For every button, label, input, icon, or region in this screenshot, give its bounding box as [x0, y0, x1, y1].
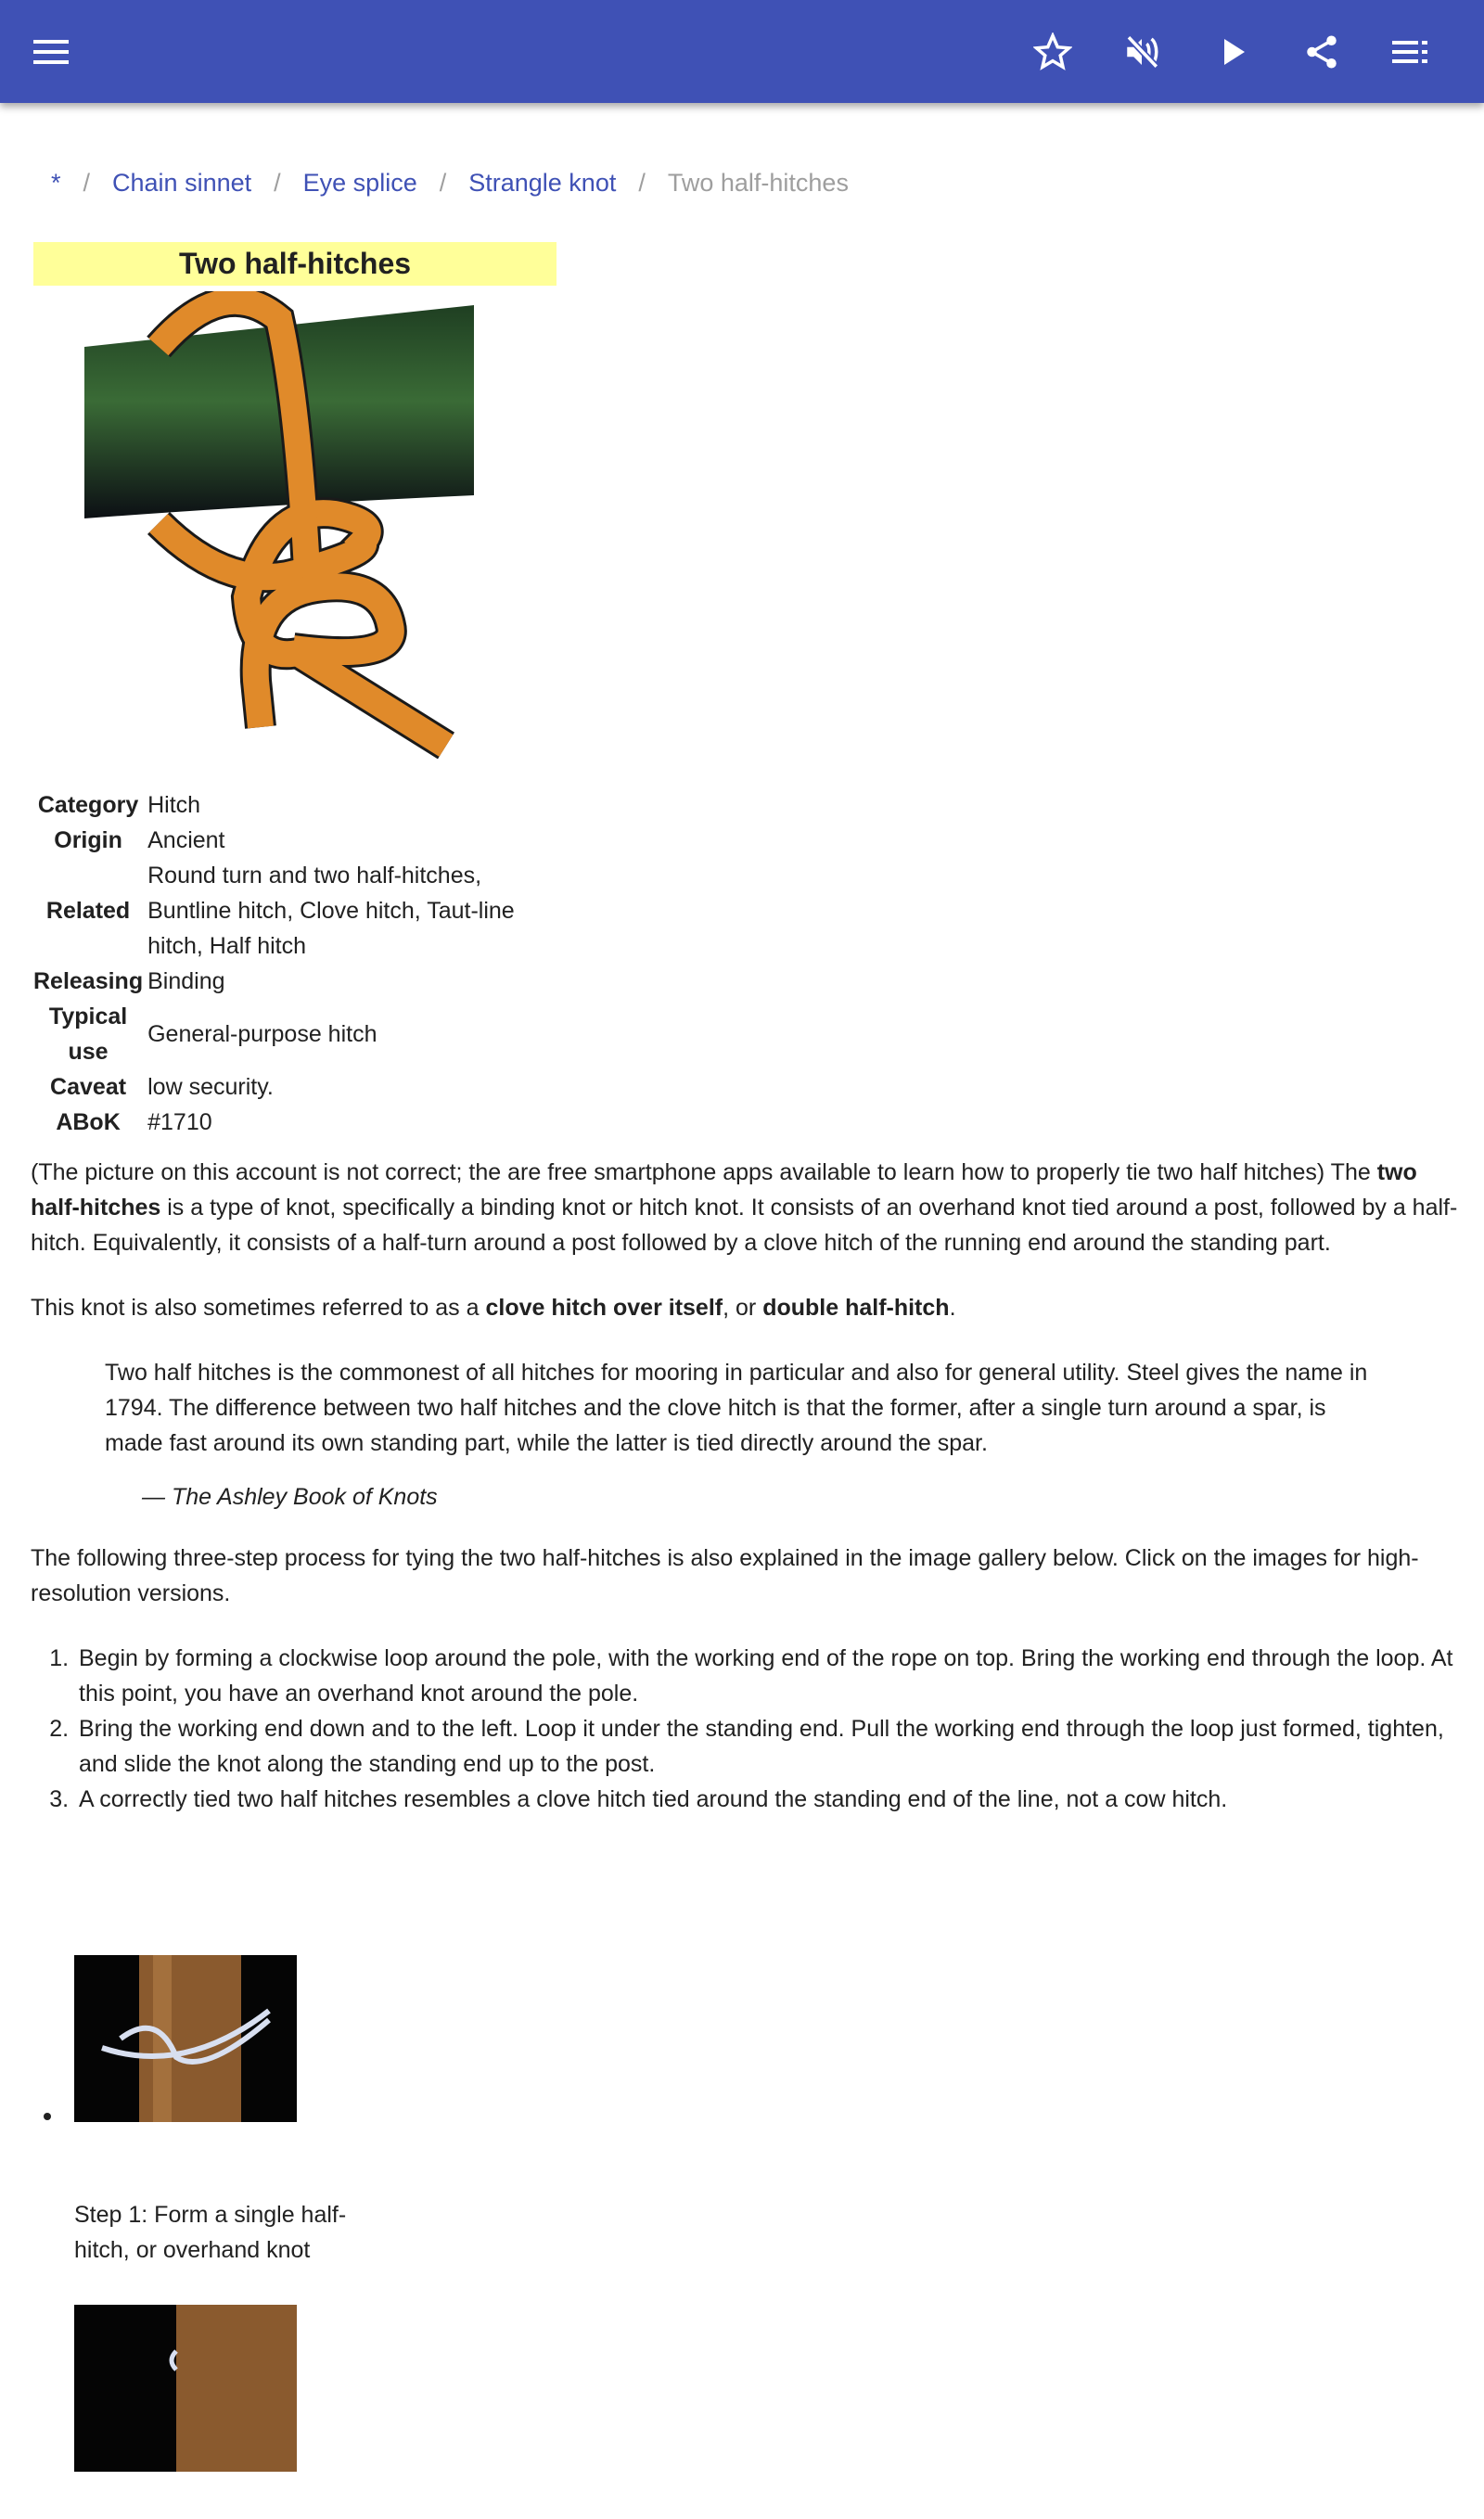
- text: , or: [723, 1295, 763, 1321]
- infobox-label: Category: [37, 792, 139, 818]
- infobox-value: Round turn and two half-hitches, Buntline hitch, Clove hitch, Taut-line hitch, Half hitch: [147, 863, 515, 959]
- breadcrumb-current: Two half-hitches: [667, 169, 849, 197]
- infobox-row: [33, 787, 537, 823]
- infobox-value: low security.: [147, 1074, 274, 1100]
- step-item: 3. A correctly tied two half hitches resembles a clove hitch tied around the standing end of the line, not a cow hitch.: [75, 1782, 1459, 1817]
- infobox-table: [33, 787, 537, 1140]
- breadcrumb-eye-splice[interactable]: Eye splice: [302, 169, 417, 197]
- infobox-title: Two half-hitches: [33, 242, 556, 286]
- alias-paragraph: [31, 1290, 1459, 1325]
- list-bullet: [44, 2113, 51, 2120]
- text: is a type of knot, specifically a binding knot or hitch knot. It consists of an overhand knot tied around a post, followed by a half-hitch. Equivalently, it consists of a half-turn around a post followed by a clove hitch of the running end around the standing part.: [31, 1195, 1458, 1256]
- quote-citation: — The Ashley Book of Knots: [142, 1484, 438, 1510]
- breadcrumb-separator: /: [439, 169, 447, 197]
- breadcrumb-home[interactable]: *: [51, 169, 61, 197]
- infobox-value: Ancient: [147, 827, 225, 853]
- step-1-photo[interactable]: [74, 1955, 297, 2122]
- step-2-photo[interactable]: [74, 2305, 297, 2472]
- breadcrumb-strangle-knot[interactable]: Strangle knot: [468, 169, 617, 197]
- infobox-label: Releasing: [33, 968, 144, 994]
- term-bold: double half-hitch: [762, 1295, 950, 1321]
- gallery-caption: Step 1: Form a single half-hitch, or overhand knot: [74, 2202, 347, 2263]
- intro-paragraph: [31, 1155, 1459, 1260]
- infobox-label: Origin: [54, 827, 122, 853]
- term-bold: clove hitch over itself: [485, 1295, 723, 1321]
- infobox-row: [33, 999, 537, 1069]
- infobox-label: Caveat: [50, 1074, 127, 1100]
- ashley-quote: Two half hitches is the commonest of all hitches for mooring in particular and also for general utility. Steel gives the name in 1794. The difference between two half hitches and the clove hitch is that the former, after a single turn around a spar, is made fast around its own standing part, while the latter is tied directly around the spar.: [105, 1360, 1368, 1456]
- infobox-row: [33, 858, 537, 964]
- breadcrumb-separator: /: [274, 169, 281, 197]
- knot-illustration[interactable]: [84, 291, 493, 764]
- step-item: 1. Begin by forming a clockwise loop around the pole, with the working end of the rope on top. Bring the working end through the loop. At this point, you have an overhand knot around the pole.: [75, 1641, 1459, 1711]
- share-icon[interactable]: [1298, 29, 1345, 75]
- infobox-row: [33, 1105, 537, 1140]
- process-paragraph: The following three-step process for tying the two half-hitches is also explained in the image gallery below. Click on the images for high-resolution versions.: [31, 1545, 1419, 1606]
- gallery-item: [44, 2305, 371, 2482]
- breadcrumb-separator: /: [83, 169, 91, 197]
- play-icon[interactable]: [1209, 29, 1256, 75]
- infobox-row: [33, 964, 537, 999]
- infobox-value: Binding: [147, 968, 225, 994]
- app-bar: [0, 0, 1484, 103]
- infobox-label: Related: [45, 898, 131, 924]
- term-bold: two half-hitches: [31, 1159, 1417, 1221]
- volume-off-icon[interactable]: [1119, 29, 1165, 75]
- steps-list: [75, 1641, 1459, 1817]
- menu-icon[interactable]: [29, 29, 75, 75]
- playlist-icon[interactable]: [1388, 29, 1434, 75]
- breadcrumb-separator: /: [638, 169, 646, 197]
- infobox-value: Hitch: [147, 792, 201, 818]
- infobox-value: #1710: [147, 1109, 212, 1135]
- step-item: 2. Bring the working end down and to the left. Loop it under the standing end. Pull the working end through the loop just formed, tighten, and slide the knot along the standing end up to the post.: [75, 1711, 1459, 1782]
- infobox: [33, 242, 556, 1140]
- text: (The picture on this account is not correct; the are free smartphone apps available to learn how to properly tie two half hitches) The: [31, 1159, 1377, 1185]
- text: .: [949, 1295, 956, 1321]
- infobox-label: Typical use: [48, 1004, 128, 1065]
- text: This knot is also sometimes referred to as a: [31, 1295, 486, 1321]
- image-gallery: [44, 1955, 371, 2519]
- infobox-value: General-purpose hitch: [147, 1021, 377, 1047]
- gallery-item: [44, 1955, 371, 2268]
- breadcrumb: [51, 165, 849, 200]
- article-body: [31, 1155, 1459, 1817]
- infobox-label: ABoK: [56, 1109, 121, 1135]
- infobox-row: [33, 823, 537, 858]
- infobox-row: [33, 1069, 537, 1105]
- star-icon[interactable]: [1030, 29, 1076, 75]
- breadcrumb-chain-sinnet[interactable]: Chain sinnet: [112, 169, 252, 197]
